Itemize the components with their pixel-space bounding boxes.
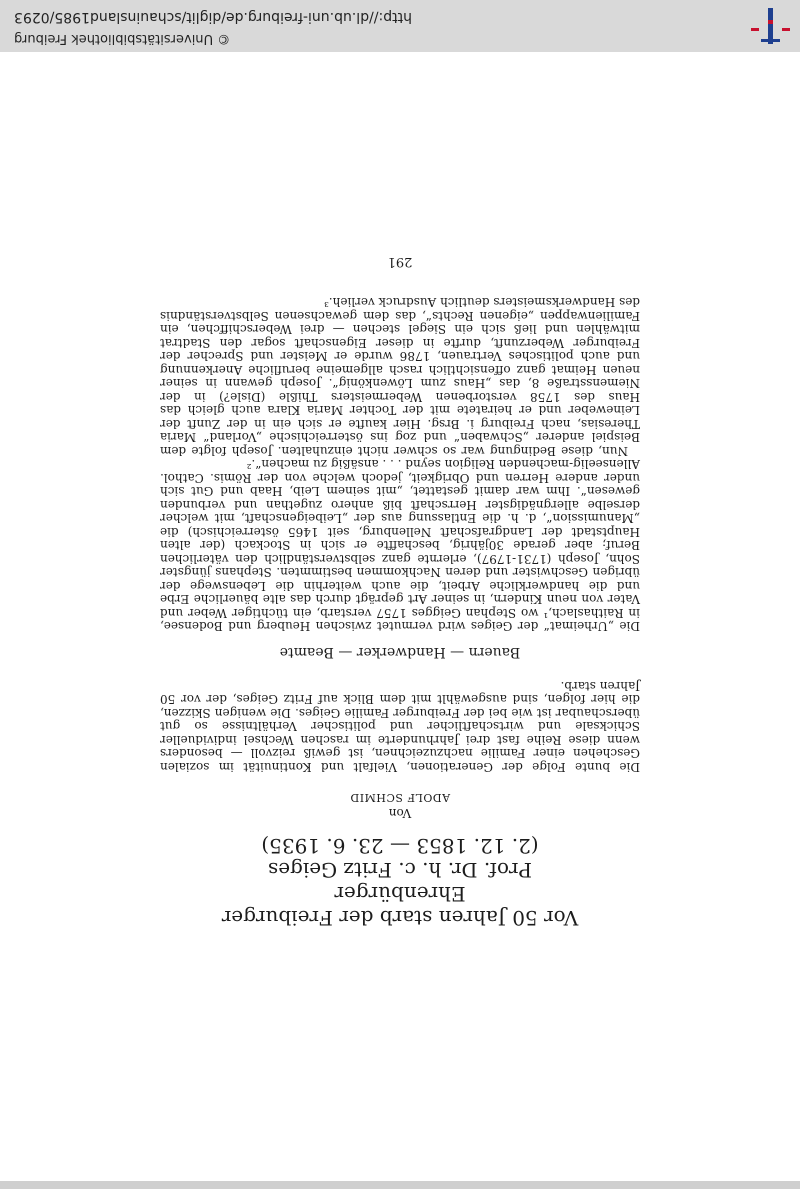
document-url[interactable]: http://dl.ub.uni-freiburg.de/diglit/schauinsland1985/0293 [14, 9, 412, 25]
section-heading: Bauern — Handwerker — Beamte [279, 644, 521, 661]
document-page [160, 254, 640, 930]
page-number: 291 [387, 254, 413, 269]
author-name: ADOLF SCHMID [349, 791, 451, 804]
copyright-notice: © Universitätsbibliothek Freiburg [14, 31, 231, 46]
article-title-line-1: Vor 50 Jahren starb der Freiburger Ehrenbürger [221, 882, 579, 930]
body-paragraph-1: Die „Urheimat“ der Geiges wird vermutet zwischen Heuberg und Bodensee, in Raithaslach,¹ wo Stephan Geigges 1757 verstarb, ein tüchtiger Weber und Vater von neun Kindern, in seiner Art geprägt durch das alte bäuerliche Erbe und die handwerkliche Arbeit, die auch weiterhin die Lebenswege der übrigen Geschwister und deren Nachkommen bestimmten. Stephans jüngster Sohn, Joseph (1731-1797), erlernte ganz selbstverständlich den väterlichen Beruf; aber gerade 30jährig, beschaffte er sich in Stockach (der alten Hauptstadt der Landgrafschaft Nellenburg, seit 1465 österreichisch) die „Manumission“, d. h. die Entlassung aus der „Leibeigenschaft, mit welcher derselbe allergnädigster Herrschaft biß anhero zugethan und verbunden gewesen“. Ihm war damit gestattet, „mit seinem Leib, Haab und Gut sich under andere Herren und Obrigkeit, jedoch welche von der Römis. Cathol. Allenseelig-machenden Religion seynd . . . ansäßig zu machen“.² [160, 457, 640, 634]
article-title-line-3: (2. 12. 1853 — 23. 6. 1935) [261, 834, 539, 858]
viewer-header [0, 0, 800, 52]
body-paragraph-2: Nun, diese Bedingung war so schwer nicht einzuhalten. Joseph folgte dem Beispiel anderer „Schwaben“ und zog ins österreichische „Vorland“ Maria Theresias, nach Freiburg i. Brsg. Hier kaufte er sich ein in der Zunft der Leineweber und er heiratete mit der Tochter Maria Klara auch gleich das Haus des 1758 verstorbenen Webermeisters Thißle (Disle?) in der Niemensstraße 8, das „Haus zum Löwenkönig“. Joseph gewann in seiner neuen Heimat ganz offensichtlich rasch allgemeine berufliche Anerkennung und auch politisches Vertrauen, 1786 wurde er Meister und Sprecher der Freiburger Weberzunft, durfte in dieser Eigenschaft sogar den Stadtrat mitwählen und ließ sich ein Siegel stechen — drei Weberschiffchen, ein Familienwappen „eigenen Rechts“, das dem gewachsenen Selbstverständnis des Handwerksmeisters deutlich Ausdruck verlieh.³ [160, 295, 640, 458]
university-logo-icon [750, 8, 790, 44]
intro-paragraph: Die bunte Folge der Generationen, Vielfalt und Kontinuität im sozialen Geschehen einer Familie nachzuzeichnen, ist gewiß reizvoll — besonders wenn diese Reihe fast drei Jahrhunderte im raschen Wechsel individueller Schicksale und wirtschaftlicher und politischer Verhältnisse so gut überschaubar ist wie bei der Freiburger Familie Geiges. Die wenigen Skizzen, die hier folgen, sind ausgewählt mit dem Blick auf Fritz Geiges, der vor 50 Jahren starb. [160, 679, 640, 774]
bottom-scroll-strip [0, 1181, 800, 1189]
byline: Von [388, 806, 412, 820]
article-title-line-2: Prof. Dr. h. c. Fritz Geiges [268, 858, 532, 882]
